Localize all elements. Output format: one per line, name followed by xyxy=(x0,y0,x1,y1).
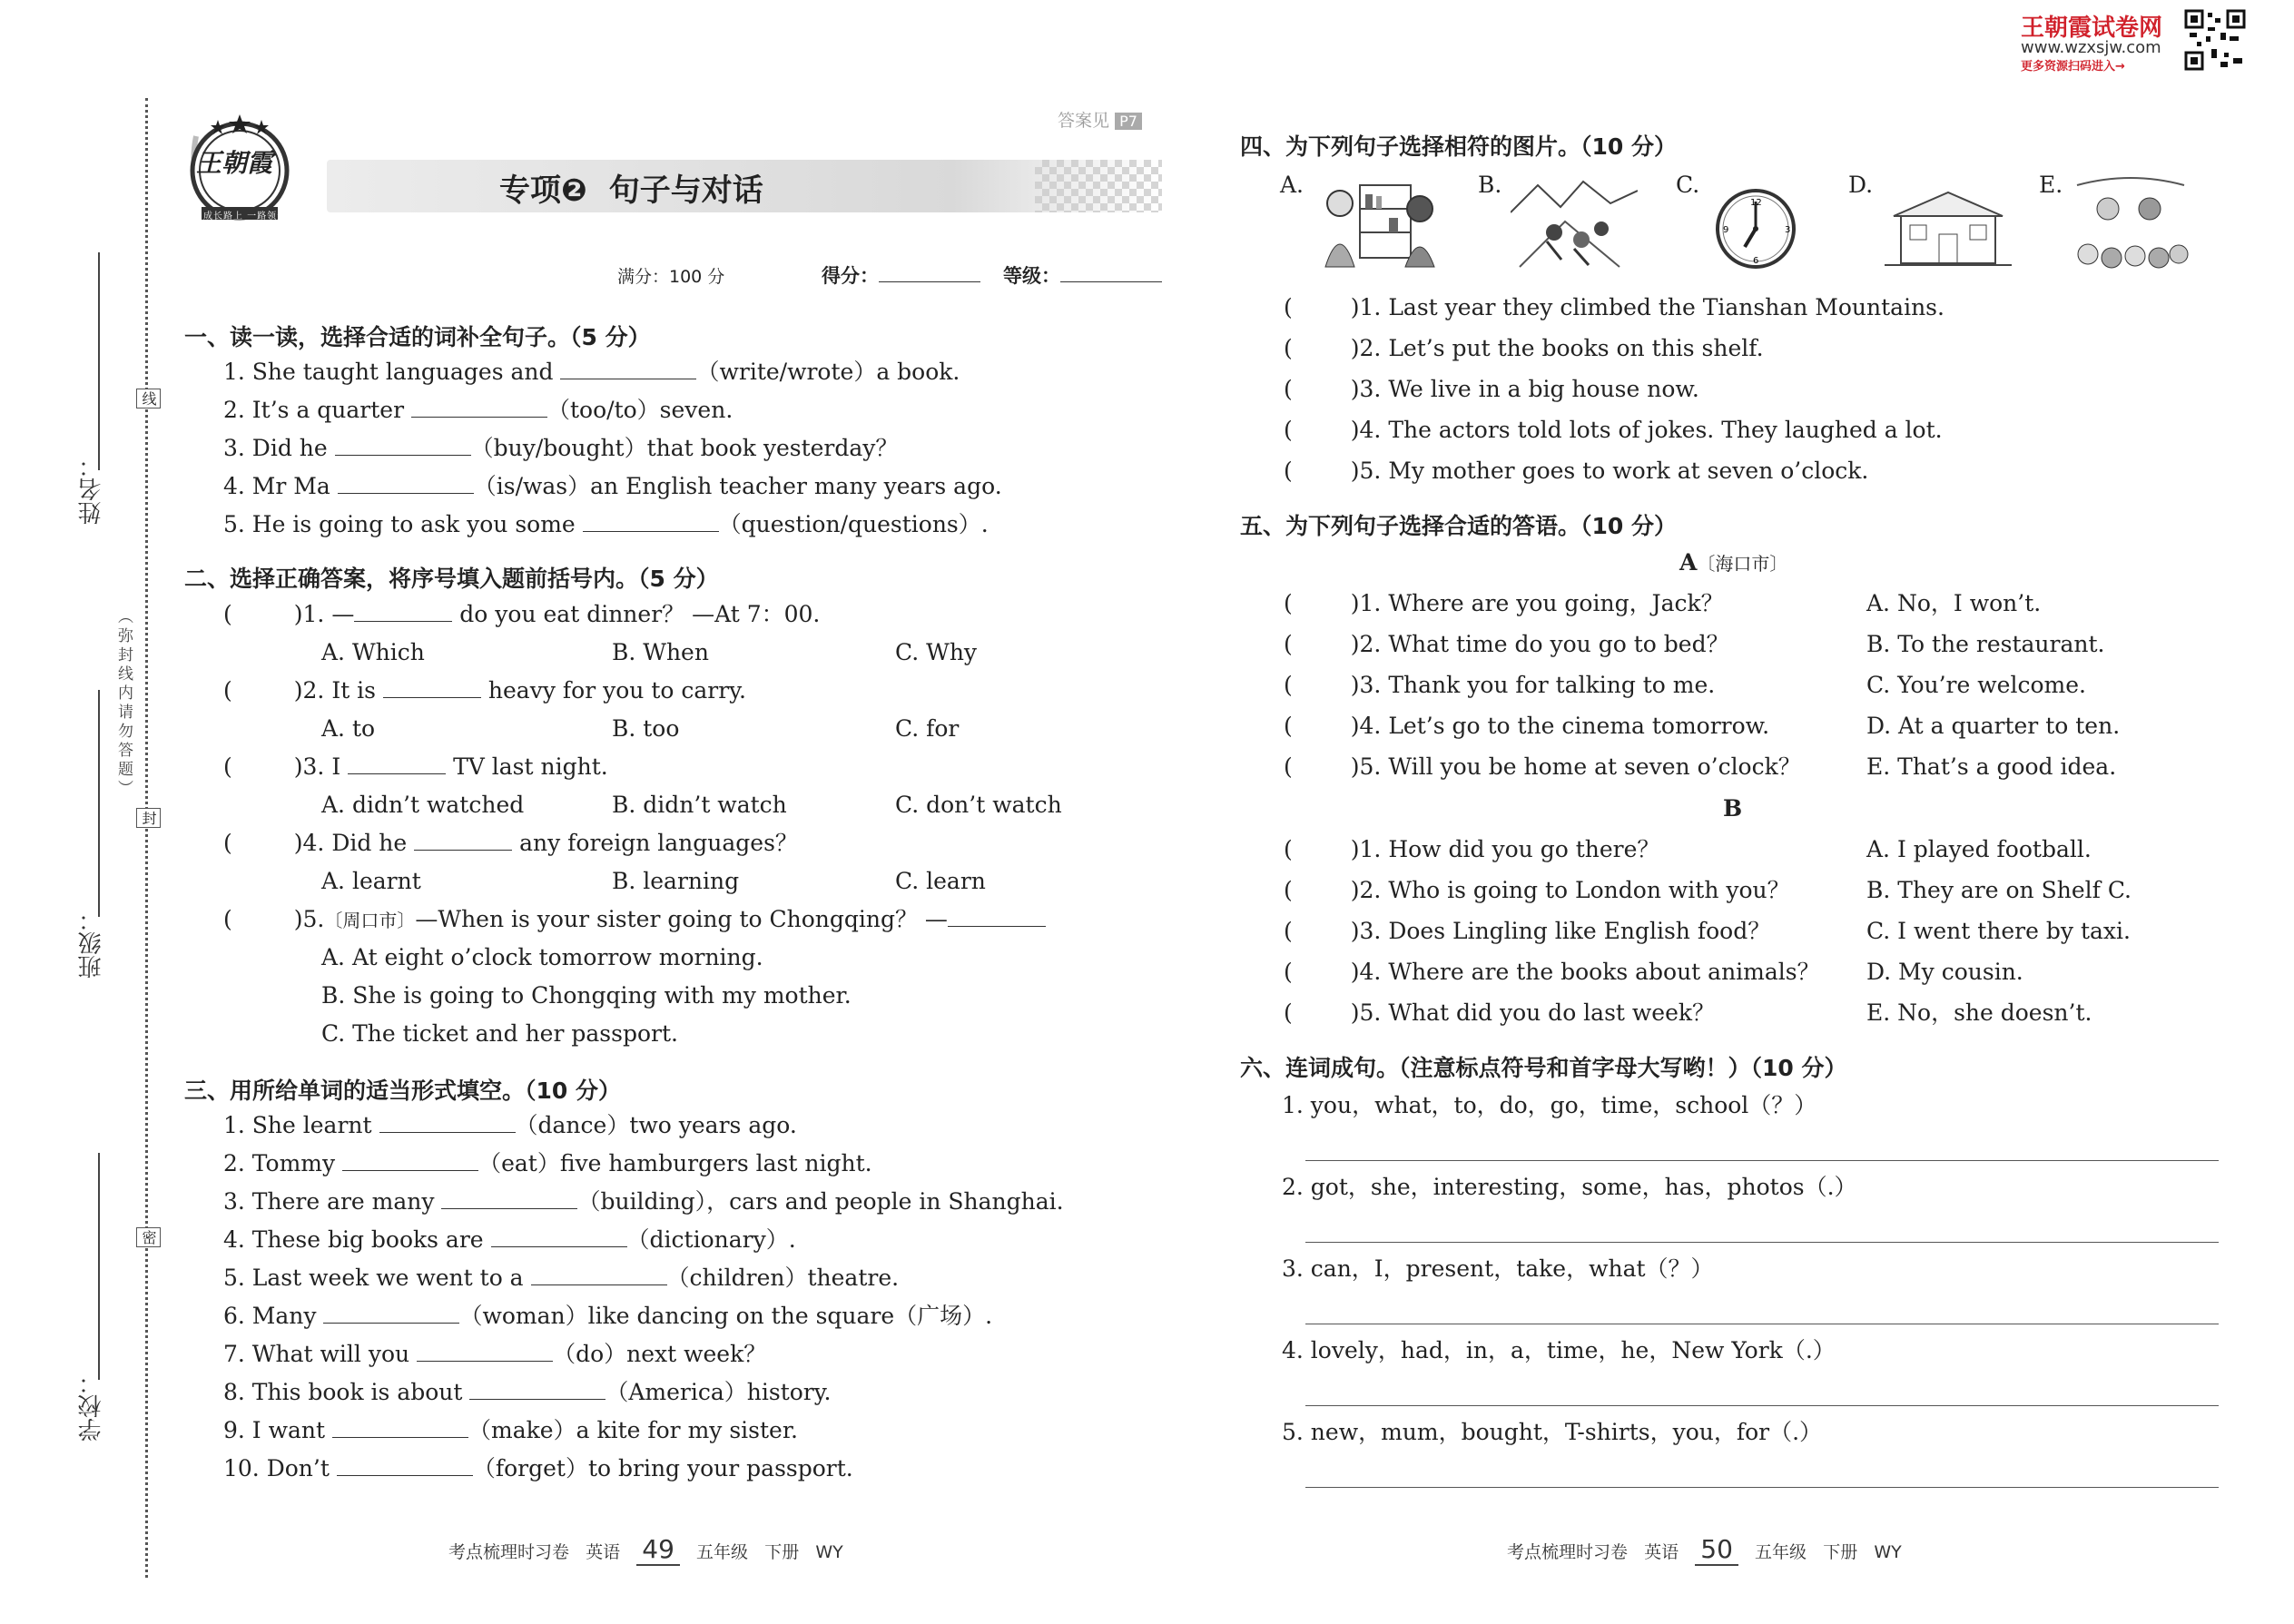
watermark xyxy=(2021,9,2284,74)
sec2-q2-c: C. for xyxy=(895,715,960,742)
sec1-blank-2[interactable] xyxy=(411,397,547,418)
full-score: 满分：100 分 xyxy=(617,267,725,287)
pic-label-c: C. xyxy=(1676,172,1700,198)
sec5-a-item-4: ( )4. Let’s go to the cinema tomorrow. xyxy=(1284,713,1770,739)
sec3-blank-6[interactable] xyxy=(323,1303,459,1324)
sec5-b-reply-5: E. No，she doesn’t. xyxy=(1866,999,2092,1026)
sec6-item-4: 4. lovely，had，in，a，time，he，New York（.） xyxy=(1282,1337,1836,1363)
title-prefix: 专项 xyxy=(499,172,561,209)
sec1-blank-4[interactable] xyxy=(338,473,474,494)
sec5-a-item-5: ( )5. Will you be home at seven o’clock？ xyxy=(1284,753,1801,780)
sec1-item-4: 4. Mr Ma （is/was）an English teacher many years ago. xyxy=(223,473,1002,499)
sec2-q3-c: C. don’t watch xyxy=(895,792,1062,818)
grade-field xyxy=(1003,261,1162,289)
sec4-item-3: ( )3. We live in a big house now. xyxy=(1284,376,1699,402)
pic-label-d: D. xyxy=(1848,172,1874,198)
class-label: 班级： xyxy=(78,908,105,979)
sec4-answer-4[interactable] xyxy=(1293,418,1351,438)
footer-right xyxy=(1507,1534,1902,1564)
picture-e-audience-laughing xyxy=(2072,176,2190,276)
section-3-heading: 三、用所给单词的适当形式填空。（10 分） xyxy=(184,1078,621,1104)
sec6-item-3: 3. can，I，present，take，what（？） xyxy=(1282,1255,1714,1282)
sec6-answer-line-5[interactable] xyxy=(1305,1487,2219,1488)
page-number-right: 50 xyxy=(1695,1534,1738,1566)
footer-right-grade: 五年级 xyxy=(1755,1542,1807,1562)
footer-right-edition: WY xyxy=(1874,1542,1902,1562)
answer-ref-label: 答案见 xyxy=(1058,111,1110,131)
seal-note: （弥封线内请勿答题） xyxy=(114,608,133,799)
sec5-a-answer-1[interactable] xyxy=(1293,591,1351,611)
name-underline xyxy=(98,252,100,470)
sec3-item-10: 10. Don’t （forget）to bring your passport. xyxy=(223,1455,853,1481)
sec2-q1-b: B. When xyxy=(612,639,709,665)
answer-ref-page: P7 xyxy=(1115,113,1142,130)
sec3-item-7: 7. What will you （do）next week？ xyxy=(223,1341,767,1367)
sec1-item-2: 2. It’s a quarter （too/to）seven. xyxy=(223,397,733,423)
sec3-blank-3[interactable] xyxy=(441,1188,577,1209)
sec5-b-answer-1[interactable] xyxy=(1293,837,1351,857)
section-4-heading: 四、为下列句子选择相符的图片。（10 分） xyxy=(1240,133,1677,160)
pic-label-e: E. xyxy=(2039,172,2063,198)
footer-right-term: 下册 xyxy=(1823,1542,1858,1562)
sec5-a-item-3: ( )3. Thank you for talking to me. xyxy=(1284,672,1716,698)
title-band-pattern xyxy=(1035,160,1162,212)
sec5-b-answer-3[interactable] xyxy=(1293,919,1351,939)
sec2-answer-3[interactable] xyxy=(232,754,294,774)
sec2-answer-2[interactable] xyxy=(232,678,294,698)
sec2-q5: ( )5.〔周口市〕—When is your sister going to Chongqing？ — xyxy=(223,906,1046,934)
sec2-q4-c: C. learn xyxy=(895,868,986,894)
sec2-q4-a: A. learnt xyxy=(321,868,421,894)
sec2-q2-a: A. to xyxy=(321,715,376,742)
sec5-b-item-3: ( )3. Does Lingling like English food？ xyxy=(1284,918,1771,944)
picture-c-clock-icon xyxy=(1712,185,1799,272)
footer-left-term: 下册 xyxy=(764,1542,800,1562)
sec3-blank-9[interactable] xyxy=(332,1417,468,1438)
pic-label-a: A. xyxy=(1280,172,1305,198)
sec5-b-answer-2[interactable] xyxy=(1293,878,1351,898)
sec5-a-reply-3: C. You’re welcome. xyxy=(1866,672,2086,698)
sec5-b-reply-2: B. They are on Shelf C. xyxy=(1866,877,2132,903)
sec3-item-4: 4. These big books are （dictionary）. xyxy=(223,1226,796,1253)
footer-left-grade: 五年级 xyxy=(696,1542,749,1562)
picture-a-people-at-shelf xyxy=(1313,176,1440,271)
sec3-item-6: 6. Many （woman）like dancing on the square（广场）. xyxy=(223,1303,993,1329)
sec1-item-1: 1. She taught languages and （write/wrote）a book. xyxy=(223,359,960,385)
sec2-q1: ( )1. — do you eat dinner？ —At 7：00. xyxy=(223,601,821,627)
sec2-q5-a: A. At eight o’clock tomorrow morning. xyxy=(321,944,763,970)
sec5-a-answer-4[interactable] xyxy=(1293,714,1351,733)
title-number: ❷ xyxy=(561,172,587,209)
sec6-answer-line-1[interactable] xyxy=(1305,1160,2219,1161)
watermark-url: www.wzxsjw.com xyxy=(2021,38,2161,57)
sec1-item-3: 3. Did he （buy/bought）that book yesterday？ xyxy=(223,435,899,461)
sec6-item-2: 2. got，she，interesting，some，has，photos（.） xyxy=(1282,1174,1857,1200)
footer-left-subject: 英语 xyxy=(586,1542,621,1562)
sec2-q4-b: B. learning xyxy=(612,868,740,894)
school-underline xyxy=(98,1153,100,1380)
sec3-blank-4[interactable] xyxy=(491,1226,627,1247)
sec4-answer-5[interactable] xyxy=(1293,458,1351,478)
seal-mark-2: 封 xyxy=(136,808,161,828)
sec6-item-5: 5. new，mum，bought，T-shirts，you，for（.） xyxy=(1282,1419,1823,1445)
sec4-item-4: ( )4. The actors told lots of jokes. They laughed a lot. xyxy=(1284,417,1943,443)
sec2-q2-b: B. too xyxy=(612,715,680,742)
sec3-item-1: 1. She learnt （dance）two years ago. xyxy=(223,1112,797,1138)
footer-right-book: 考点梳理时习卷 xyxy=(1507,1542,1629,1562)
sec3-blank-7[interactable] xyxy=(417,1341,553,1362)
sec2-blank-3[interactable] xyxy=(348,753,446,774)
sec3-blank-2[interactable] xyxy=(342,1150,478,1171)
sec2-q5-tag: 〔周口市〕 xyxy=(324,910,416,931)
sec5-a-reply-1: A. No，I won’t. xyxy=(1866,590,2042,616)
sec4-answer-1[interactable] xyxy=(1293,295,1351,315)
sec3-blank-1[interactable] xyxy=(379,1112,516,1133)
sec3-item-9: 9. I want （make）a kite for my sister. xyxy=(223,1417,798,1443)
sec4-answer-3[interactable] xyxy=(1293,377,1351,397)
section-2-heading: 二、选择正确答案，将序号填入题前括号内。（5 分） xyxy=(184,566,719,592)
sec3-item-8: 8. This book is about （America）history. xyxy=(223,1379,832,1405)
sec5-b-answer-4[interactable] xyxy=(1293,960,1351,979)
score-field xyxy=(822,261,980,289)
sec1-item-5: 5. He is going to ask you some （question/questions）. xyxy=(223,511,989,537)
class-underline xyxy=(98,690,100,917)
picture-d-house-icon xyxy=(1885,185,2012,271)
sec1-blank-5[interactable] xyxy=(583,511,719,532)
sec2-q3-a: A. didn’t watched xyxy=(321,792,525,818)
school-label: 学校： xyxy=(78,1371,105,1442)
svg-text:3: 3 xyxy=(1785,225,1791,235)
section-5-heading: 五、为下列句子选择合适的答语。（10 分） xyxy=(1240,513,1677,539)
sec1-blank-3[interactable] xyxy=(335,435,471,456)
sec5-a-reply-5: E. That’s a good idea. xyxy=(1866,753,2117,780)
page-number-left: 49 xyxy=(636,1534,680,1566)
sec6-answer-line-4[interactable] xyxy=(1305,1405,2219,1406)
sec5-b-item-5: ( )5. What did you do last week？ xyxy=(1284,999,1716,1026)
sec3-blank-8[interactable] xyxy=(469,1379,605,1400)
sec4-item-2: ( )2. Let’s put the books on this shelf. xyxy=(1284,335,1764,361)
sec5-part-a-tag: 〔海口市〕 xyxy=(1697,553,1788,575)
svg-text:9: 9 xyxy=(1723,225,1729,235)
sec5-a-answer-3[interactable] xyxy=(1293,673,1351,693)
sec5-a-item-2: ( )2. What time do you go to bed？ xyxy=(1284,631,1729,657)
sec5-b-item-2: ( )2. Who is going to London with you？ xyxy=(1284,877,1790,903)
sec1-blank-1[interactable] xyxy=(560,359,696,379)
footer-right-subject: 英语 xyxy=(1644,1542,1679,1562)
sec2-q2: ( )2. It is heavy for you to carry. xyxy=(223,677,746,704)
sec5-part-b-title: B xyxy=(1723,795,1743,822)
sec5-a-answer-5[interactable] xyxy=(1293,754,1351,774)
sec5-b-reply-3: C. I went there by taxi. xyxy=(1866,918,2131,944)
sec4-item-5: ( )5. My mother goes to work at seven o’clock. xyxy=(1284,458,1869,484)
footer-left-edition: WY xyxy=(815,1542,843,1562)
score-label: 得分： xyxy=(822,265,879,287)
footer-left-book: 考点梳理时习卷 xyxy=(448,1542,570,1562)
name-label: 姓名： xyxy=(78,454,105,525)
logo-name: 王朝霞 xyxy=(196,148,273,178)
seal-mark-1: 线 xyxy=(136,389,161,408)
qr-code-icon xyxy=(2184,9,2246,71)
sec3-blank-10[interactable] xyxy=(337,1455,473,1476)
sec2-blank-2[interactable] xyxy=(383,677,481,698)
picture-b-climbing-mountains xyxy=(1511,176,1638,271)
sec5-b-item-1: ( )1. How did you go there？ xyxy=(1284,836,1660,862)
sec3-item-3: 3. There are many （building），cars and people in Shanghai. xyxy=(223,1188,1064,1215)
sec5-a-reply-4: D. At a quarter to ten. xyxy=(1866,713,2121,739)
sec2-q3: ( )3. I TV last night. xyxy=(223,753,608,780)
title-main: 句子与对话 xyxy=(608,172,763,209)
svg-text:6: 6 xyxy=(1753,256,1759,266)
sec3-item-2: 2. Tommy （eat）five hamburgers last night. xyxy=(223,1150,872,1176)
binding-dotted-line xyxy=(145,98,148,1578)
sec2-blank-4[interactable] xyxy=(414,830,512,851)
sec4-answer-2[interactable] xyxy=(1293,336,1351,356)
sec2-q5-c: C. The ticket and her passport. xyxy=(321,1020,678,1047)
score-blank[interactable] xyxy=(879,261,980,282)
sec2-answer-4[interactable] xyxy=(232,831,294,851)
watermark-tagline: 更多资源扫码进入→ xyxy=(2021,60,2125,74)
sec6-item-1: 1. you，what，to，do，go，time，school（？） xyxy=(1282,1092,1817,1118)
pic-label-b: B. xyxy=(1478,172,1502,198)
sec5-a-reply-2: B. To the restaurant. xyxy=(1866,631,2105,657)
sec2-answer-5[interactable] xyxy=(232,907,294,927)
sec3-blank-5[interactable] xyxy=(531,1265,667,1285)
grade-label: 等级： xyxy=(1003,265,1060,287)
sec5-b-item-4: ( )4. Where are the books about animals？ xyxy=(1284,959,1820,985)
section-1-heading: 一、读一读，选择合适的词补全句子。（5 分） xyxy=(184,324,651,350)
sec2-q4: ( )4. Did he any foreign languages？ xyxy=(223,830,798,856)
sec2-blank-1[interactable] xyxy=(354,601,452,622)
footer-left xyxy=(448,1534,843,1564)
sec5-a-answer-2[interactable] xyxy=(1293,632,1351,652)
grade-blank[interactable] xyxy=(1060,261,1162,282)
page-title xyxy=(499,165,763,210)
sec2-blank-5[interactable] xyxy=(948,906,1046,927)
watermark-brand: 王朝霞试卷网 xyxy=(2021,15,2163,42)
sec4-item-1: ( )1. Last year they climbed the Tianshan Mountains. xyxy=(1284,294,1944,320)
sec2-answer-1[interactable] xyxy=(232,602,294,622)
answer-ref xyxy=(1058,107,1142,132)
sec2-q1-c: C. Why xyxy=(895,639,978,665)
sec2-q3-b: B. didn’t watch xyxy=(612,792,787,818)
sec5-b-answer-5[interactable] xyxy=(1293,1000,1351,1020)
sec6-answer-line-2[interactable] xyxy=(1305,1242,2219,1243)
sec2-q1-a: A. Which xyxy=(321,639,425,665)
seal-mark-3: 密 xyxy=(136,1227,161,1247)
sec3-item-5: 5. Last week we went to a （children）theatre. xyxy=(223,1265,900,1291)
sec5-part-a-title: A〔海口市〕 xyxy=(1679,549,1788,576)
sec5-b-reply-4: D. My cousin. xyxy=(1866,959,2023,985)
sec2-q5-b: B. She is going to Chongqing with my mother. xyxy=(321,982,852,1009)
sec5-a-item-1: ( )1. Where are you going，Jack？ xyxy=(1284,590,1724,616)
svg-text:12: 12 xyxy=(1750,198,1762,208)
logo-motto: 成长路上 一路领先 xyxy=(203,212,288,221)
section-6-heading: 六、连词成句。（注意标点符号和首字母大写哟！）（10 分） xyxy=(1240,1055,1847,1081)
sec5-b-reply-1: A. I played football. xyxy=(1866,836,2092,862)
